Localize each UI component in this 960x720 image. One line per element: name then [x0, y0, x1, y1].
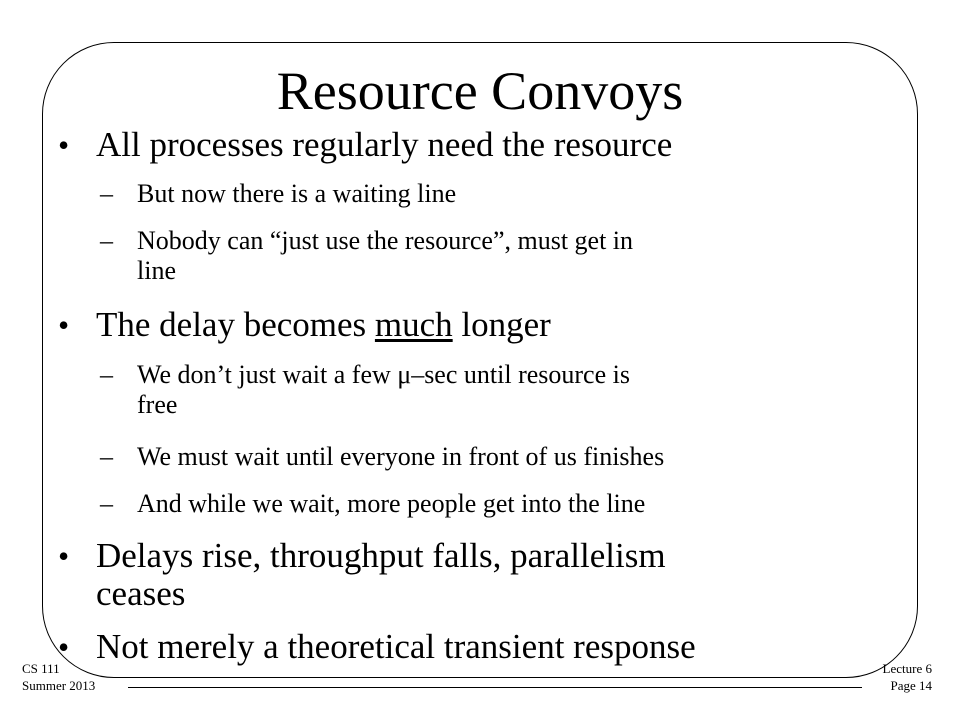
bullet-marker-icon: • [58, 307, 70, 343]
footer-term: Summer 2013 [22, 678, 96, 693]
footer-course: CS 111 [22, 661, 60, 676]
bullet-text: All processes regularly need the resource [96, 125, 673, 164]
sub-bullet-text-line2: line [137, 256, 176, 285]
footer-page-info [883, 660, 932, 694]
sub-bullet-item [100, 360, 630, 420]
bullet-item [58, 627, 696, 666]
bullet-item [58, 125, 673, 164]
dash-marker-icon: – [100, 489, 113, 518]
sub-bullet-text: But now there is a waiting line [137, 179, 457, 208]
bullet-text-line2: ceases [96, 574, 186, 613]
bullet-marker-icon: • [58, 629, 70, 665]
dash-marker-icon: – [100, 442, 113, 471]
sub-bullet-item [100, 489, 646, 519]
sub-bullet-item [100, 442, 665, 472]
bullet-text-pre: The delay becomes [96, 305, 375, 344]
bullet-marker-icon: • [58, 538, 70, 574]
bullet-item [58, 536, 666, 613]
bullet-marker-icon: • [58, 127, 70, 163]
footer-lecture: Lecture 6 [882, 661, 932, 676]
footer-course-info [22, 660, 95, 694]
dash-marker-icon: – [100, 179, 113, 208]
sub-bullet-text-line2: free [137, 390, 178, 419]
slide-title: Resource Convoys [276, 61, 684, 121]
bullet-text: Not merely a theoretical transient response [96, 627, 696, 666]
sub-bullet-item [100, 179, 457, 209]
bullet-text-post: longer [452, 305, 551, 344]
bullet-text-line1: Delays rise, throughput falls, parallelism [96, 536, 666, 575]
bullet-item [58, 305, 551, 344]
sub-bullet-text-line1: Nobody can “just use the resource”, must get in [137, 226, 634, 255]
bullet-text-emphasis: much [374, 305, 453, 344]
sub-bullet-text: And while we wait, more people get into the line [137, 489, 646, 518]
footer-page: Page 14 [890, 678, 932, 693]
dash-marker-icon: – [100, 226, 113, 255]
sub-bullet-text-line1: We don’t just wait a few μ–sec until resource is [137, 360, 630, 389]
sub-bullet-text: We must wait until everyone in front of us finishes [137, 442, 665, 471]
sub-bullet-item [100, 226, 634, 286]
dash-marker-icon: – [100, 360, 113, 389]
